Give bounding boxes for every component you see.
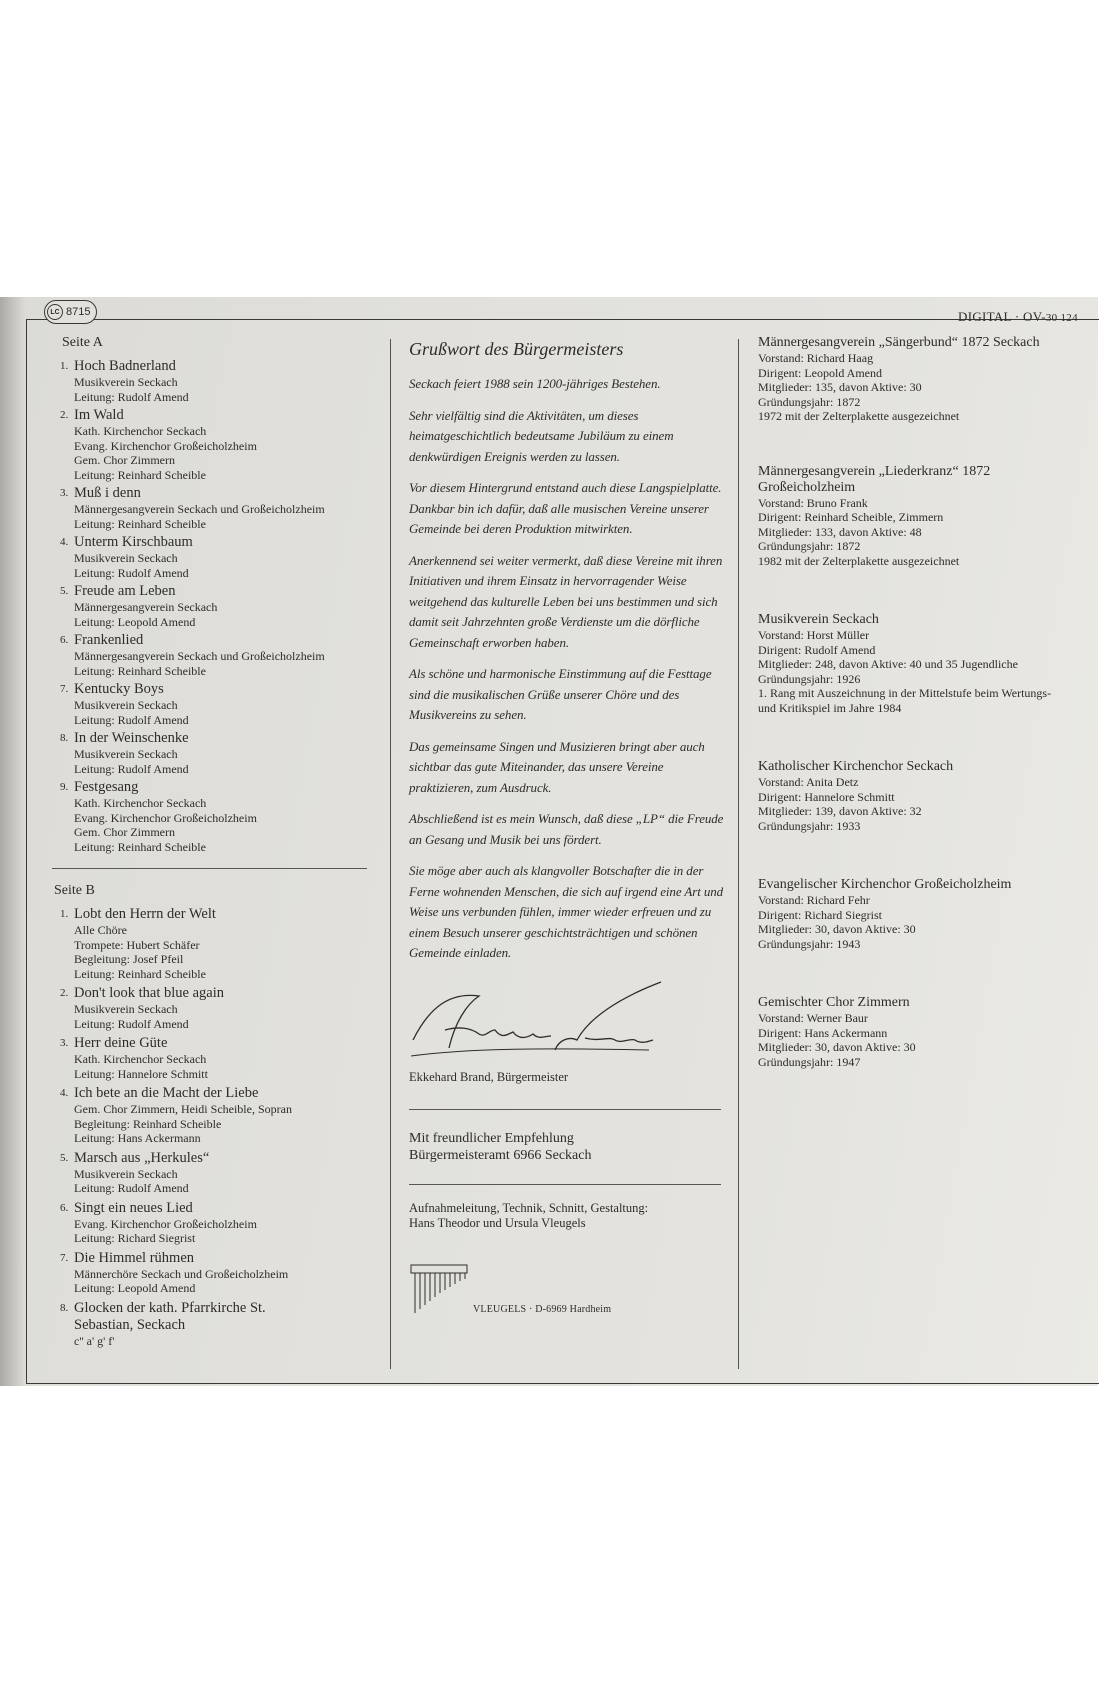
cover-edge-shadow [0, 297, 26, 1386]
track-number: 1. [60, 908, 69, 920]
track-credit: Kath. Kirchenchor Seckach [74, 796, 207, 810]
track-credit: Musikverein Seckach [74, 375, 178, 389]
club-detail: Vorstand: Anita Detz [758, 775, 859, 789]
greeting-paragraph: Sehr vielfältig sind die Aktivitäten, um dieses heimatgeschichtlich bedeutsame Jubiläum zu einem denkwürdigen Ereignis werden zu lassen. [409, 407, 674, 464]
club-detail: Mitglieder: 139, davon Aktive: 32 [758, 804, 922, 818]
track-item [52, 583, 372, 629]
club-detail: Vorstand: Bruno Frank [758, 495, 868, 510]
side-b-tracklist [52, 906, 372, 1348]
track-credit: Leitung: Leopold Amend [74, 1281, 196, 1295]
track-credit: Leitung: Rudolf Amend [74, 712, 189, 727]
club-detail: Mitglieder: 30, davon Aktive: 30 [758, 922, 916, 936]
club-entry [758, 335, 1058, 424]
track-credit: Gem. Chor Zimmern [74, 453, 175, 467]
greeting-paragraph: Abschließend ist es mein Wunsch, daß diese „LP“ die Freude an Gesang und Musik bei uns fördert. [409, 811, 724, 847]
track-item [52, 534, 372, 580]
track-credit: Kath. Kirchenchor Seckach [74, 424, 207, 438]
track-item [52, 1035, 372, 1081]
club-name: Männergesangverein „Sängerbund“ 1872 Seckach [758, 335, 1040, 350]
track-credit: Leitung: Rudolf Amend [74, 389, 189, 404]
club-detail: Vorstand: Richard Fehr [758, 893, 870, 907]
club-detail: Vorstand: Werner Baur [758, 1011, 868, 1025]
side-a-tracklist [52, 358, 372, 854]
greeting-paragraph: Das gemeinsame Singen und Musizieren bringt aber auch sichtbar das gute Miteinander, das unsere Vereine praktizieren, zum Ausdruck. [409, 738, 705, 795]
track-number: 1. [60, 360, 69, 372]
track-credit: Begleitung: Josef Pfeil [74, 952, 184, 966]
track-number: 6. [60, 634, 69, 646]
panpipe-logo-icon [409, 1261, 471, 1315]
track-credit: Leitung: Reinhard Scheible [74, 966, 206, 981]
label-address: D-6969 Hardheim [535, 1303, 612, 1315]
club-detail: Vorstand: Horst Müller [758, 628, 870, 642]
club-name: Gemischter Chor Zimmern [758, 995, 910, 1010]
track-item [52, 1200, 372, 1246]
vleugels-logo [409, 1261, 729, 1315]
track-title: Unterm Kirschbaum [74, 534, 193, 550]
club-detail: Dirigent: Hannelore Schmitt [758, 789, 895, 804]
track-title: Don't look that blue again [74, 985, 224, 1001]
club-detail: Gründungsjahr: 1872 [758, 539, 861, 553]
track-number: 2. [60, 409, 69, 421]
track-item [52, 1085, 372, 1146]
club-detail: 1972 mit der Zelterplakette ausgezeichnet [758, 409, 960, 423]
track-credit: Trompete: Hubert Schäfer [74, 937, 200, 952]
column-divider-left [390, 339, 391, 1369]
club-entry [758, 612, 1058, 715]
track-title: Frankenlied [74, 632, 144, 648]
greeting-paragraph: Als schöne und harmonische Einstimmung auf die Festtage sind die musikalischen Grüße unserer Chöre und des Musikvereins zu sehen. [409, 666, 712, 722]
track-item [52, 485, 372, 531]
track-item [52, 632, 372, 678]
recommendation [409, 1130, 729, 1164]
label-code-badge [44, 300, 97, 324]
track-title: Festgesang [74, 779, 139, 795]
club-entry [758, 877, 1058, 951]
track-title: Ich bete an die Macht der Liebe [74, 1085, 259, 1101]
track-credit: Gem. Chor Zimmern [74, 825, 175, 839]
track-number: 3. [60, 487, 69, 499]
track-item [52, 985, 372, 1031]
track-number: 7. [60, 683, 69, 695]
track-item [52, 779, 372, 854]
format-label: DIGITAL [958, 309, 1012, 324]
greeting-paragraph: Vor diesem Hintergrund entstand auch diese Langspielplatte. Dankbar bin ich dafür, daß alle musischen Vereine unserer Gemeinde bei deren Produktion mitwirkten. [409, 480, 722, 536]
track-credit: Gem. Chor Zimmern, Heidi Scheible, Sopran [74, 1102, 292, 1116]
club-name: Männergesangverein „Liederkranz“ 1872 Großeicholzheim [758, 463, 991, 495]
side-divider [52, 868, 367, 869]
club-name: Evangelischer Kirchenchor Großeicholzheim [758, 877, 1012, 892]
club-detail: Gründungsjahr: 1947 [758, 1054, 861, 1069]
track-credit: c'' a' g' f' [74, 1333, 115, 1348]
lc-logo-icon: LC [47, 304, 63, 320]
club-detail: 1982 mit der Zelterplakette ausgezeichnet [758, 553, 960, 568]
track-number: 4. [60, 1087, 69, 1099]
track-credit: Leitung: Richard Siegrist [74, 1231, 196, 1245]
track-credit: Evang. Kirchenchor Großeicholzheim [74, 810, 257, 825]
tracklist-column [52, 335, 372, 1352]
clubs-column [758, 335, 1058, 1069]
track-number: 7. [60, 1251, 69, 1264]
track-credit: Musikverein Seckach [74, 551, 178, 565]
club-detail: Mitglieder: 30, davon Aktive: 30 [758, 1040, 916, 1054]
greeting-column [409, 335, 729, 1315]
club-detail: Mitglieder: 133, davon Aktive: 48 [758, 524, 922, 539]
recommendation-line: Mit freundlicher Empfehlung [409, 1130, 574, 1146]
track-credit: Musikverein Seckach [74, 698, 178, 712]
club-detail: Gründungsjahr: 1926 [758, 671, 861, 686]
club-detail: Dirigent: Reinhard Scheible, Zimmern [758, 510, 944, 524]
club-detail: Dirigent: Hans Ackermann [758, 1025, 888, 1040]
track-credit: Leitung: Rudolf Amend [74, 1181, 189, 1195]
club-detail: 1. Rang mit Auszeichnung in der Mittelstufe beim Wertungs- und Kritikspiel im Jahre 1984 [758, 686, 1052, 715]
track-credit: Leitung: Rudolf Amend [74, 761, 189, 776]
track-item [52, 1150, 372, 1196]
track-item [52, 358, 372, 404]
track-credit: Musikverein Seckach [74, 747, 178, 761]
club-detail: Mitglieder: 135, davon Aktive: 30 [758, 380, 922, 394]
track-title: In der Weinschenke [74, 730, 189, 746]
track-credit: Leitung: Rudolf Amend [74, 1016, 189, 1031]
greeting-paragraph: Anerkennend sei weiter vermerkt, daß diese Vereine mit ihren Initiativen und ihrem Einsatz in hervorragender Weise weitgehend das kulturelle Leben bei uns bestimmen und sich damit seit Jahrzehnten große Verdienste um die dörfliche Gemeinschaft erworben haben. [409, 552, 723, 650]
track-credit: Musikverein Seckach [74, 1166, 178, 1181]
side-a-title: Seite A [62, 335, 103, 350]
track-title: Hoch Badnerland [74, 358, 176, 374]
label-imprint: VLEUGELS · D-6969 Hardheim [473, 1303, 612, 1315]
column-divider-right [738, 339, 739, 1369]
track-credit: Evang. Kirchenchor Großeicholzheim [74, 1216, 257, 1231]
track-credit: Kath. Kirchenchor Seckach [74, 1052, 207, 1066]
track-item [52, 1250, 372, 1296]
track-credit: Männergesangverein Seckach und Großeicholzheim [74, 502, 325, 516]
side-b-title: Seite B [54, 883, 95, 898]
mayor-name: Ekkehard Brand, Bürgermeister [409, 1069, 569, 1084]
greeting-title: Grußwort des Bürgermeisters [409, 339, 624, 359]
track-title: Herr deine Güte [74, 1035, 168, 1051]
greeting-divider-1 [409, 1109, 721, 1110]
greeting-paragraph: Sie möge aber auch als klangvoller Botschafter die in der Ferne wohnenden Menschen, die sich auf irgend eine Art und Weise uns verbunden fühlen, immer wieder erfreuen und zu einem Besuch unserer geschichtsträchtigen und schönen Gemeinde einladen. [409, 863, 724, 960]
track-number: 4. [60, 536, 69, 548]
mayor-signature [409, 978, 669, 1070]
production-credits [409, 1201, 729, 1231]
track-credit: Leitung: Hannelore Schmitt [74, 1066, 208, 1081]
club-detail: Gründungsjahr: 1943 [758, 936, 861, 951]
club-name: Musikverein Seckach [758, 612, 879, 627]
track-title: Freude am Leben [74, 583, 176, 599]
club-entry [758, 995, 1058, 1069]
catalog-prefix: OV- [1023, 309, 1046, 324]
track-item [52, 906, 372, 981]
club-detail: Gründungsjahr: 1872 [758, 394, 861, 409]
track-credit: Musikverein Seckach [74, 1002, 178, 1016]
club-detail: Gründungsjahr: 1933 [758, 818, 861, 833]
track-number: 8. [60, 1301, 69, 1314]
club-detail: Vorstand: Richard Haag [758, 351, 874, 365]
track-title: Lobt den Herrn der Welt [74, 906, 216, 922]
greeting-text [409, 374, 729, 964]
greeting-divider-2 [409, 1184, 721, 1185]
track-number: 5. [60, 1151, 69, 1164]
track-title: Im Wald [74, 407, 124, 423]
track-item [52, 1300, 372, 1349]
track-credit: Alle Chöre [74, 923, 127, 937]
track-item [52, 407, 372, 482]
track-credit: Evang. Kirchenchor Großeicholzheim [74, 438, 257, 453]
production-line: Hans Theodor und Ursula Vleugels [409, 1215, 586, 1230]
track-number: 8. [60, 732, 69, 744]
track-title: Die Himmel rühmen [74, 1249, 195, 1266]
track-credit: Leitung: Reinhard Scheible [74, 663, 206, 678]
track-title: Kentucky Boys [74, 681, 164, 697]
club-name: Katholischer Kirchenchor Seckach [758, 759, 954, 774]
club-entry [758, 759, 1058, 833]
production-line: Aufnahmeleitung, Technik, Schnitt, Gestaltung: [409, 1200, 649, 1215]
track-credit: Leitung: Hans Ackermann [74, 1131, 201, 1145]
club-detail: Mitglieder: 248, davon Aktive: 40 und 35 Jugendliche [758, 657, 1018, 671]
track-credit: Leitung: Reinhard Scheible [74, 839, 206, 854]
label-code-number: 8715 [66, 306, 91, 318]
track-number: 5. [60, 585, 69, 597]
track-title: Singt ein neues Lied [74, 1199, 193, 1216]
track-item [52, 681, 372, 727]
track-title: Glocken der kath. Pfarrkirche St. Sebastian, Seckach [74, 1299, 266, 1333]
track-number: 3. [60, 1037, 69, 1049]
catalog-number: 30 124 [1045, 312, 1078, 324]
recommendation-line: Bürgermeisteramt 6966 Seckach [409, 1147, 592, 1163]
track-number: 9. [60, 781, 69, 793]
club-detail: Dirigent: Rudolf Amend [758, 642, 876, 657]
record-back-cover [0, 297, 1098, 1386]
track-title: Marsch aus „Herkules“ [74, 1149, 210, 1166]
club-detail: Dirigent: Leopold Amend [758, 365, 882, 380]
track-credit: Leitung: Rudolf Amend [74, 565, 189, 580]
track-credit: Begleitung: Reinhard Scheible [74, 1116, 222, 1131]
track-credit: Männergesangverein Seckach und Großeicholzheim [74, 649, 325, 663]
track-credit: Männerchöre Seckach und Großeicholzheim [74, 1266, 289, 1281]
catalog-info: DIGITAL · OV-30 124 [958, 309, 1078, 324]
track-title: Muß i denn [74, 485, 141, 501]
track-number: 2. [60, 987, 69, 999]
track-credit: Leitung: Reinhard Scheible [74, 467, 206, 482]
label-name: VLEUGELS [473, 1303, 527, 1315]
track-number: 6. [60, 1201, 69, 1214]
track-item [52, 730, 372, 776]
track-credit: Männergesangverein Seckach [74, 600, 218, 614]
track-credit: Leitung: Leopold Amend [74, 614, 196, 629]
track-credit: Leitung: Reinhard Scheible [74, 516, 206, 531]
club-entry [758, 464, 1058, 569]
club-detail: Dirigent: Richard Siegrist [758, 907, 882, 922]
greeting-paragraph: Seckach feiert 1988 sein 1200-jähriges Bestehen. [409, 376, 661, 391]
